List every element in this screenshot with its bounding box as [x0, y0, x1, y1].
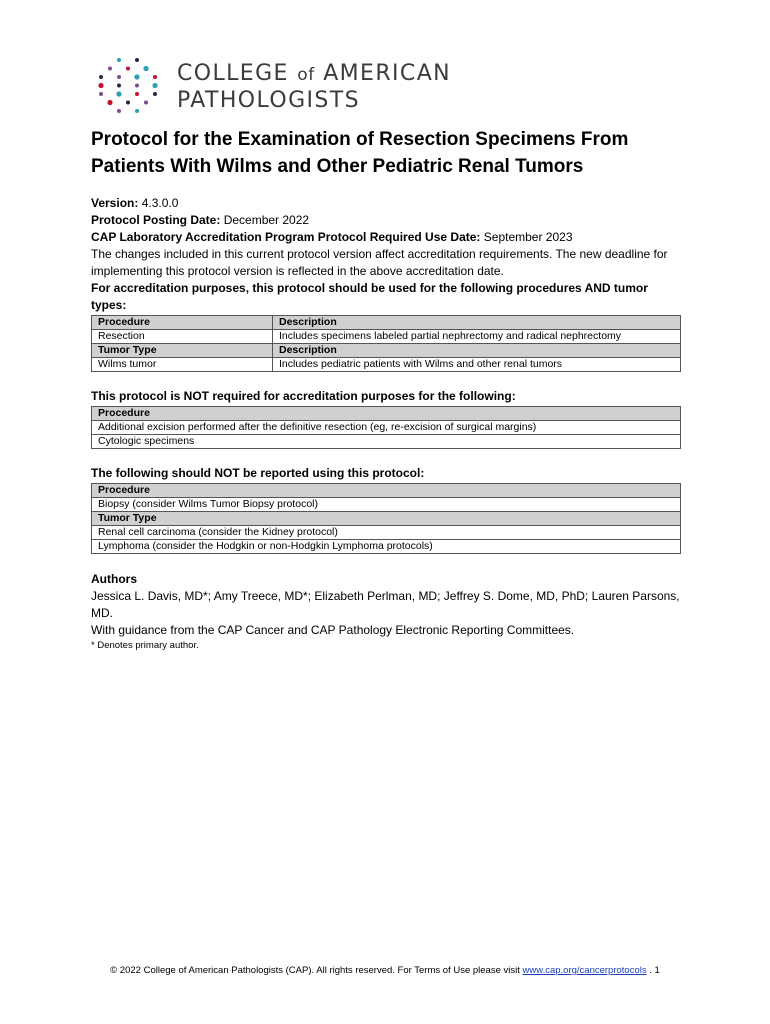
- logo-dot: [99, 75, 103, 79]
- version-value: 4.3.0.0: [141, 196, 179, 210]
- logo-dot: [135, 109, 139, 113]
- authors-section: [91, 571, 681, 653]
- required-date-label: CAP Laboratory Accreditation Program Protocol Required Use Date:: [91, 230, 481, 244]
- page-number: . 1: [646, 965, 660, 976]
- logo-dot: [126, 67, 130, 71]
- logo-dot: [134, 74, 139, 79]
- table-cell: Cytologic specimens: [92, 435, 681, 449]
- protocol-meta: [91, 195, 681, 314]
- logo-dot: [153, 92, 157, 96]
- cancer-protocols-link[interactable]: www.cap.org/cancerprotocols: [522, 965, 647, 976]
- logo-dot: [108, 67, 112, 71]
- required-date-value: September 2023: [483, 230, 573, 244]
- table-cell: Renal cell carcinoma (consider the Kidney protocol): [92, 526, 681, 540]
- page-footer: [0, 965, 770, 976]
- table-header-cell: Tumor Type: [92, 344, 273, 358]
- table-cell: Biopsy (consider Wilms Tumor Biopsy protocol): [92, 498, 681, 512]
- table-header-cell: Description: [273, 344, 681, 358]
- logo-dot: [107, 100, 112, 105]
- table-cell: Includes pediatric patients with Wilms and other renal tumors: [273, 358, 681, 372]
- logo-line1-a: COLLEGE: [177, 61, 298, 86]
- scope-table: [91, 315, 681, 372]
- not-required-table: [91, 406, 681, 449]
- logo-dot: [98, 83, 103, 88]
- logo-dot: [144, 101, 148, 105]
- table-header-cell: Procedure: [92, 316, 273, 330]
- version-label: Version:: [91, 196, 139, 210]
- cap-logo: [95, 55, 475, 117]
- not-required-heading: This protocol is NOT required for accreditation purposes for the following:: [91, 389, 516, 403]
- logo-dot: [153, 75, 157, 79]
- table-cell: Wilms tumor: [92, 358, 273, 372]
- authors-heading: Authors: [91, 572, 137, 586]
- logo-dot: [135, 92, 139, 96]
- page-title: Protocol for the Examination of Resection Specimens From Patients With Wilms and Other Pediatric Renal Tumors: [91, 129, 629, 177]
- logo-dot: [117, 84, 121, 88]
- not-reported-table: [91, 483, 681, 554]
- posting-date-label: Protocol Posting Date:: [91, 213, 221, 227]
- logo-line1-of: of: [297, 65, 315, 85]
- changes-note: The changes included in this current protocol version affect accreditation requirements. The new deadline for implementing this protocol version is reflected in the above accreditation date.: [91, 247, 668, 278]
- authors-names: Jessica L. Davis, MD*; Amy Treece, MD*; Elizabeth Perlman, MD; Jeffrey S. Dome, MD, PhD; Lauren Parsons, MD.: [91, 589, 680, 620]
- logo-dot: [135, 58, 139, 62]
- posting-date-value: December 2022: [223, 213, 310, 227]
- not-reported-heading: The following should NOT be reported using this protocol:: [91, 466, 425, 480]
- logo-dot: [117, 75, 121, 79]
- table-cell: Lymphoma (consider the Hodgkin or non-Hodgkin Lymphoma protocols): [92, 540, 681, 554]
- table-cell: Includes specimens labeled partial nephrectomy and radical nephrectomy: [273, 330, 681, 344]
- table-header-cell: Description: [273, 316, 681, 330]
- primary-author-note: * Denotes primary author.: [91, 640, 199, 651]
- logo-line2: PATHOLOGISTS: [177, 88, 360, 113]
- logo-dot: [126, 101, 130, 105]
- dot-pattern-icon: [95, 55, 165, 117]
- logo-dot: [143, 66, 148, 71]
- logo-dot: [152, 83, 157, 88]
- table-cell: Resection: [92, 330, 273, 344]
- scope-heading: For accreditation purposes, this protocol should be used for the following procedures AND tumor types:: [91, 281, 648, 312]
- table-header-cell: Tumor Type: [92, 512, 681, 526]
- logo-dot: [135, 84, 139, 88]
- logo-dot: [116, 91, 121, 96]
- authors-guidance: With guidance from the CAP Cancer and CAP Pathology Electronic Reporting Committees.: [91, 623, 575, 637]
- table-cell: Additional excision performed after the definitive resection (eg, re-excision of surgical margins): [92, 421, 681, 435]
- table-header-cell: Procedure: [92, 407, 681, 421]
- logo-dot: [99, 92, 103, 96]
- footer-copyright: © 2022 College of American Pathologists (CAP). All rights reserved. For Terms of Use please visit: [110, 965, 523, 976]
- logo-wordmark: [177, 61, 451, 114]
- table-header-cell: Procedure: [92, 484, 681, 498]
- logo-dot: [117, 109, 121, 113]
- logo-dot: [117, 58, 121, 62]
- logo-line1-b: AMERICAN: [314, 61, 451, 86]
